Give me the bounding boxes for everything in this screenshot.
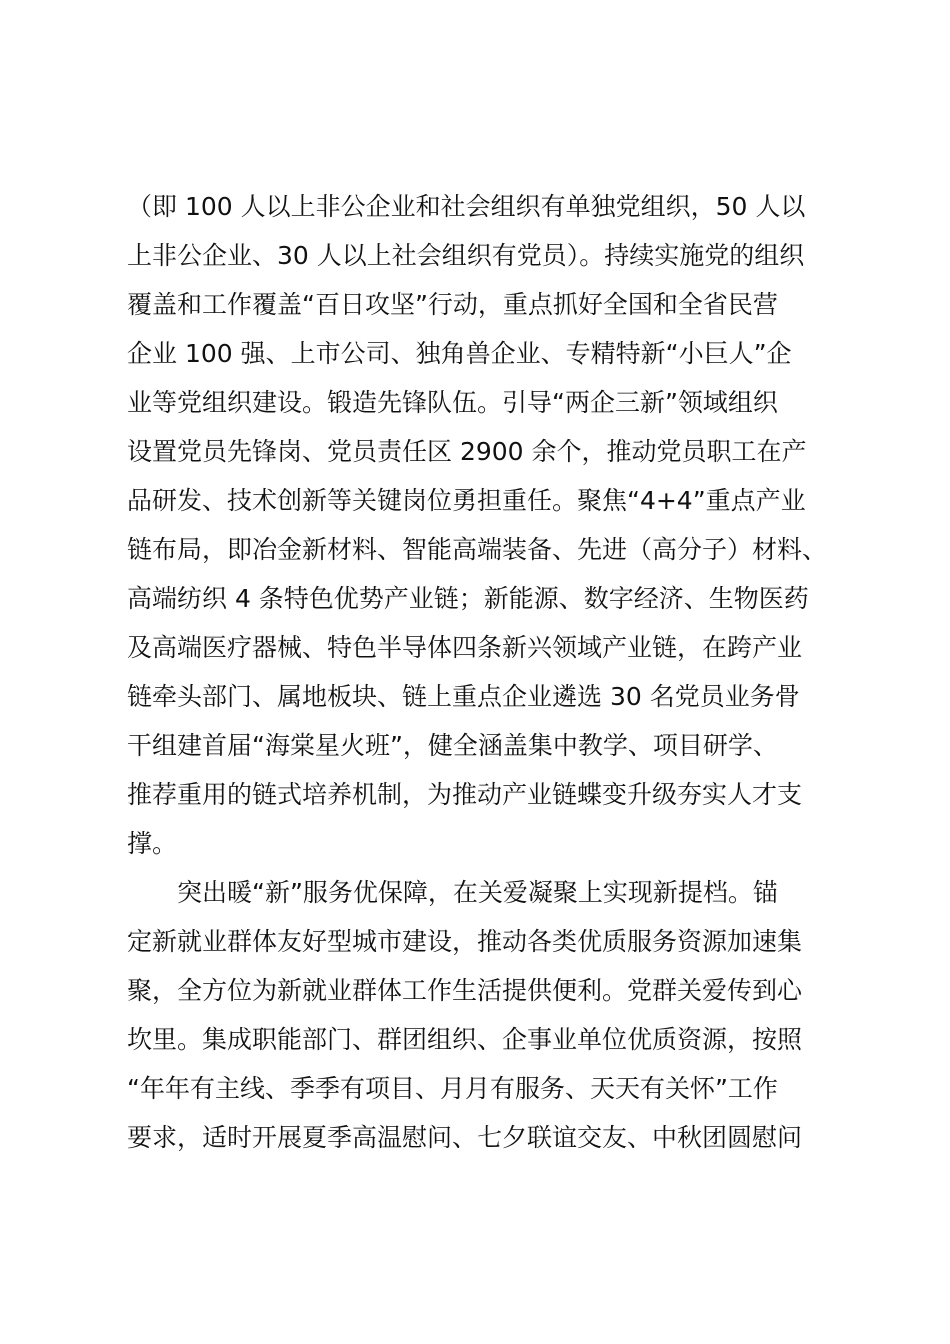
- text-line: 推荐重用的链式培养机制，为推动产业链蝶变升级夯实人才支: [127, 780, 803, 809]
- text-line: 企业 100 强、上市公司、独角兽企业、专精特新“小巨人”企: [127, 339, 792, 368]
- text-line: 品研发、技术创新等关键岗位勇担重任。聚焦“4+4”重点产业: [127, 486, 806, 515]
- text-line: 设置党员先锋岗、党员责任区 2900 余个，推动党员职工在产: [127, 437, 807, 466]
- text-line: 聚，全方位为新就业群体工作生活提供便利。党群关爱传到心: [127, 976, 803, 1005]
- text-line: 坎里。集成职能部门、群团组织、企事业单位优质资源，按照: [127, 1025, 803, 1054]
- paragraph-2: [127, 872, 847, 1166]
- text-line: 高端纺织 4 条特色优势产业链；新能源、数字经济、生物医药: [127, 584, 809, 613]
- text-line: 撑。: [127, 829, 178, 858]
- text-line: “年年有主线、季季有项目、月月有服务、天天有关怀”工作: [127, 1074, 778, 1103]
- text-line: 干组建首届“海棠星火班”，健全涵盖集中教学、项目研学、: [127, 731, 778, 760]
- text-line: 链牵头部门、属地板块、链上重点企业遴选 30 名党员业务骨: [127, 682, 800, 711]
- document-body: [127, 186, 847, 1166]
- text-line: 定新就业群体友好型城市建设，推动各类优质服务资源加速集: [127, 927, 803, 956]
- text-line: 上非公企业、30 人以上社会组织有党员）。持续实施党的组织: [127, 241, 805, 270]
- paragraph-1: [127, 186, 847, 872]
- text-line: 业等党组织建设。锻造先锋队伍。引导“两企三新”领域组织: [127, 388, 778, 417]
- text-line: （即 100 人以上非公企业和社会组织有单独党组织，50 人以: [127, 192, 806, 221]
- text-line: 链布局，即冶金新材料、智能高端装备、先进（高分子）材料、: [127, 535, 828, 564]
- text-line: 覆盖和工作覆盖“百日攻坚”行动，重点抓好全国和全省民营: [127, 290, 778, 319]
- text-line: 及高端医疗器械、特色半导体四条新兴领域产业链，在跨产业: [127, 633, 803, 662]
- text-line: 突出暖“新”服务优保障，在关爱凝聚上实现新提档。锚: [127, 878, 778, 907]
- text-line: 要求，适时开展夏季高温慰问、七夕联谊交友、中秋团圆慰问: [127, 1123, 803, 1152]
